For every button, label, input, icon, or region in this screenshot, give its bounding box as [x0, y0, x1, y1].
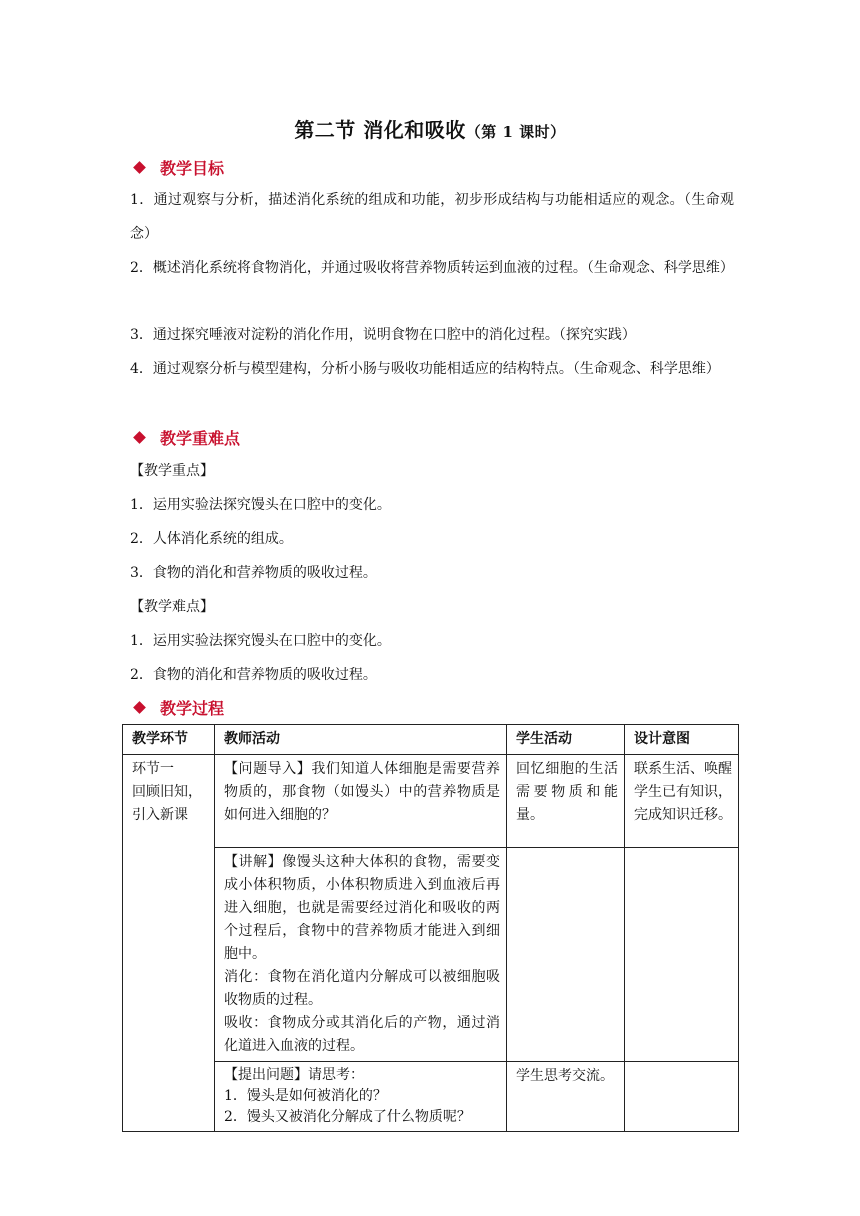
table-row [123, 755, 739, 848]
stage-line: 引入新课 [132, 807, 188, 823]
page-title [0, 114, 860, 143]
table-row [123, 1062, 739, 1132]
section-title: 教学目标 [160, 159, 225, 178]
teacher-activity-cell [215, 848, 507, 1062]
header-cell: 学生活动 [507, 725, 625, 755]
design-intent-cell [625, 1062, 739, 1132]
teacher-activity-cell [215, 1062, 507, 1132]
section-heading-goals [132, 156, 224, 179]
table-row [123, 848, 739, 1062]
activity-text: 2．馒头又被消化分解成了什么物质呢？ [224, 1109, 471, 1125]
section-heading-key [132, 426, 240, 449]
activity-tag: 【提出问题】 [224, 1067, 308, 1083]
student-activity-cell: 回忆细胞的生活需要物质和能量。 [507, 755, 625, 848]
stage-line: 回顾旧知， [132, 784, 202, 800]
design-intent-cell: 联系生活、唤醒学生已有知识，完成知识迁移。 [625, 755, 739, 848]
diamond-bullet-icon [133, 161, 146, 174]
student-activity-cell: 学生思考交流。 [507, 1062, 625, 1132]
header-cell: 教师活动 [215, 725, 507, 755]
activity-text: 消化：食物在消化道内分解成可以被细胞吸收物质的过程。 [224, 969, 500, 1008]
diamond-bullet-icon [133, 701, 146, 714]
activity-tag: 【问题导入】 [224, 761, 312, 777]
key-point-item: 2．人体消化系统的组成。 [130, 531, 293, 547]
goal-item: 1．通过观察与分析，描述消化系统的组成和功能，初步形成结构与功能相适应的观念。（生命观念） [130, 192, 734, 242]
key-points-label: 【教学重点】 [130, 463, 214, 479]
goal-item: 3．通过探究唾液对淀粉的消化作用，说明食物在口腔中的消化过程。（探究实践） [130, 327, 636, 343]
design-intent-cell [625, 848, 739, 1062]
title-main: 第二节 消化和吸收 [294, 118, 466, 142]
activity-text: 吸收：食物成分或其消化后的产物，通过消化道进入血液的过程。 [224, 1015, 500, 1054]
activity-text: 我们知道人体细胞是需要营养物质的，那食物（如馒头）中的营养物质是如何进入细胞的？ [224, 761, 501, 823]
header-cell: 设计意图 [625, 725, 739, 755]
stage-cell [123, 755, 215, 1132]
activity-tag: 【讲解】 [224, 854, 283, 870]
activity-text: 1．馒头是如何被消化的？ [224, 1088, 387, 1104]
difficult-points-label: 【教学难点】 [130, 599, 214, 615]
activity-text: 像馒头这种大体积的食物，需要变成小体积物质，小体积物质进入到血液后再进入细胞，也就是需要经过消化和吸收的两个过程后，食物中的营养物质才能进入到细胞中。 [224, 854, 501, 962]
teacher-activity-cell [215, 755, 507, 848]
section-title: 教学重难点 [160, 429, 241, 448]
key-point-item: 3．食物的消化和营养物质的吸收过程。 [130, 565, 377, 581]
stage-line: 环节一 [132, 761, 174, 777]
diamond-bullet-icon [133, 431, 146, 444]
process-table [122, 724, 739, 1132]
difficult-point-item: 2．食物的消化和营养物质的吸收过程。 [130, 667, 377, 683]
goal-item: 4．通过观察分析与模型建构，分析小肠与吸收功能相适应的结构特点。（生命观念、科学思维） [130, 361, 720, 377]
goal-item: 2．概述消化系统将食物消化，并通过吸收将营养物质转运到血液的过程。（生命观念、科学思维） [130, 260, 734, 276]
section-heading-process [132, 696, 224, 719]
difficult-point-item: 1．运用实验法探究馒头在口腔中的变化。 [130, 633, 391, 649]
student-activity-cell [507, 848, 625, 1062]
header-cell: 教学环节 [123, 725, 215, 755]
key-point-item: 1．运用实验法探究馒头在口腔中的变化。 [130, 497, 391, 513]
activity-text: 请思考： [308, 1067, 364, 1083]
section-title: 教学过程 [160, 699, 225, 718]
table-header-row [123, 725, 739, 755]
title-sub: （第 1 课时） [465, 123, 566, 141]
